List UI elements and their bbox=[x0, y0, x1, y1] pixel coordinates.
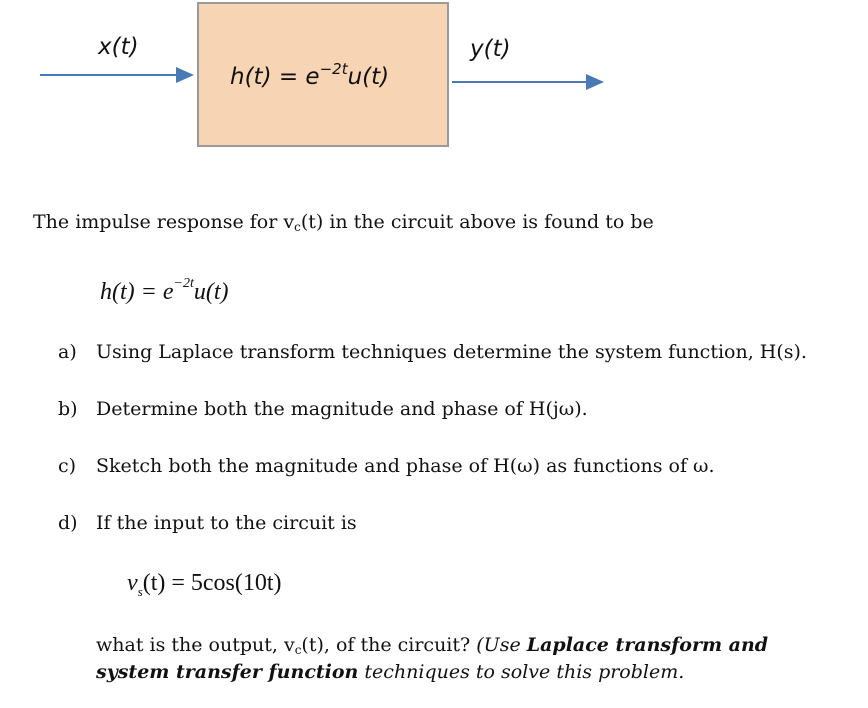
closing-line-1 bbox=[96, 634, 768, 657]
block-text-prefix: h(t) = e bbox=[230, 64, 320, 90]
closing-ital-1: (Use bbox=[476, 634, 521, 656]
item-text: Sketch both the magnitude and phase of H(ω) as functions of ω. bbox=[96, 455, 715, 477]
eq1-rhs: u(t) bbox=[193, 279, 229, 305]
block-text-suffix: u(t) bbox=[347, 64, 390, 90]
block-transfer-text bbox=[230, 60, 389, 90]
closing-line-2 bbox=[96, 661, 684, 683]
block-text-exponent: −2t bbox=[319, 60, 348, 78]
question-item-b bbox=[58, 398, 588, 420]
intro-after: (t) in the circuit above is found to be bbox=[300, 211, 654, 233]
intro-before: The impulse response for v bbox=[33, 211, 295, 233]
block-diagram bbox=[0, 0, 868, 180]
question-item-d bbox=[58, 512, 357, 534]
intro-sub: c bbox=[294, 220, 301, 234]
intro-sentence bbox=[33, 211, 654, 234]
item-label: c) bbox=[58, 455, 77, 477]
impulse-response-equation bbox=[100, 276, 229, 306]
item-text: If the input to the circuit is bbox=[96, 512, 357, 534]
output-signal-label: y(t) bbox=[470, 36, 511, 62]
question-item-c bbox=[58, 455, 715, 477]
closing-plain-a: what is the output, v bbox=[96, 634, 295, 656]
item-label: a) bbox=[58, 341, 77, 363]
eq2-sub: s bbox=[137, 584, 143, 599]
eq1-exponent: −2t bbox=[173, 276, 194, 291]
item-label: d) bbox=[58, 512, 78, 534]
eq2-v: v bbox=[127, 570, 138, 596]
eq2-rest: (t) = 5cos(10t) bbox=[142, 570, 282, 596]
item-label: b) bbox=[58, 398, 78, 420]
closing-sub: c bbox=[294, 643, 302, 657]
eq1-lhs: h(t) = e bbox=[100, 279, 174, 305]
item-text: Determine both the magnitude and phase of H(jω). bbox=[96, 398, 588, 420]
question-item-a bbox=[58, 341, 807, 363]
closing-bold-2: system transfer function bbox=[96, 661, 359, 683]
item-text: Using Laplace transform techniques determine the system function, H(s). bbox=[96, 341, 807, 363]
closing-bold-1: Laplace transform and bbox=[526, 634, 769, 656]
closing-plain-b: (t), of the circuit? bbox=[301, 634, 471, 656]
input-signal-equation bbox=[127, 570, 282, 600]
closing-ital-2: techniques to solve this problem. bbox=[364, 661, 685, 683]
input-signal-label: x(t) bbox=[98, 34, 139, 60]
